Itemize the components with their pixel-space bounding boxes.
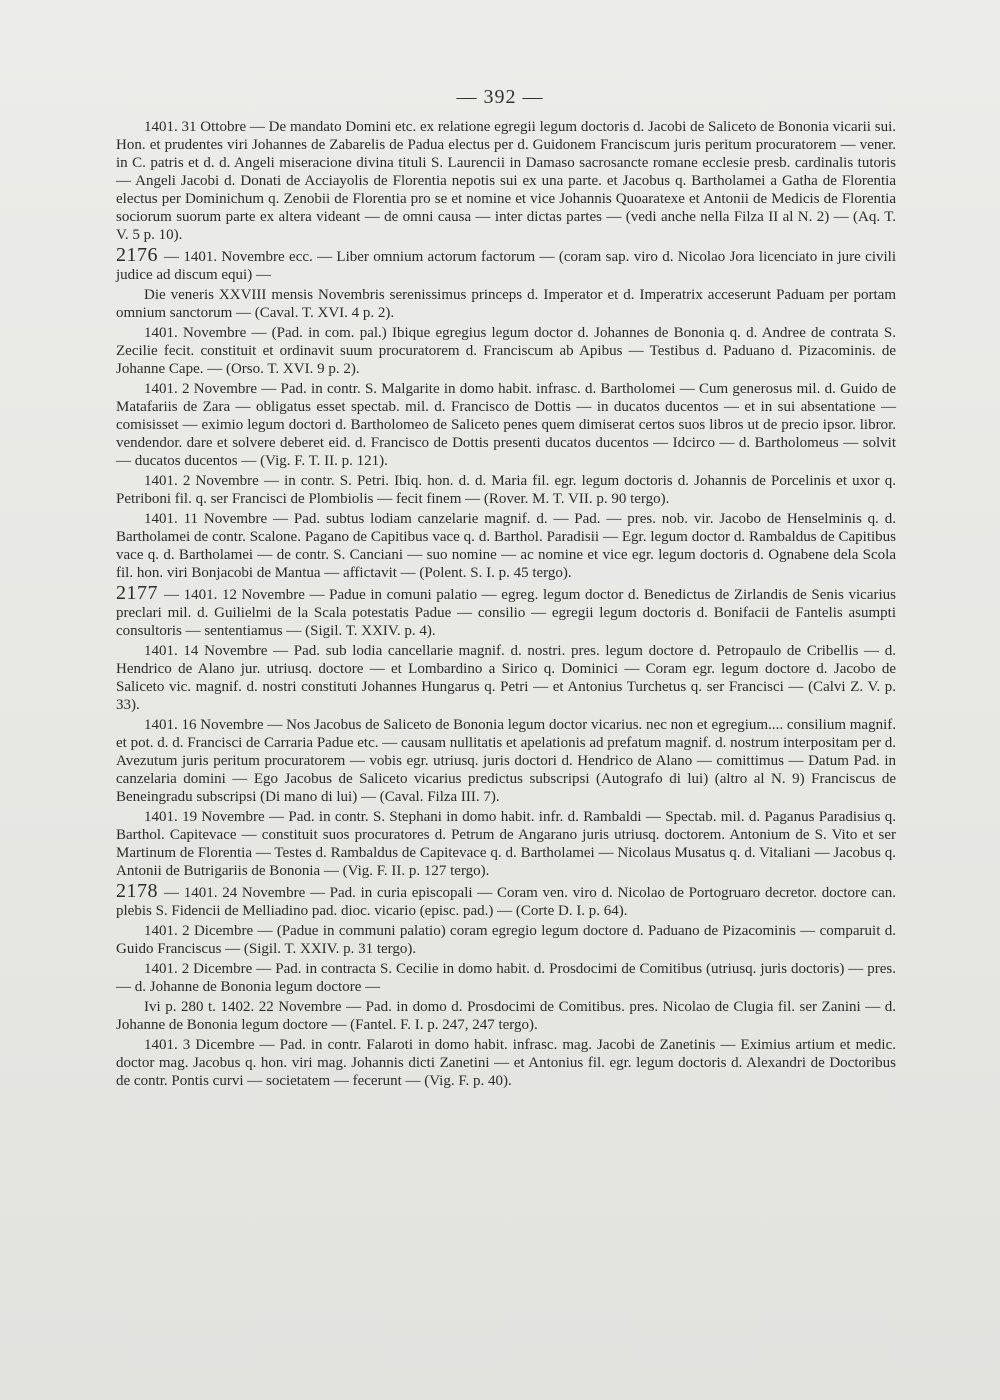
document-number: 2177 xyxy=(116,582,158,604)
document-number: 2178 xyxy=(116,880,158,902)
entry-paragraph: 1401. 2 Dicembre — (Padue in communi palatio) coram egregio legum doctore d. Paduano de Pizacominis — comparuit d. Guido Franciscus — (Sigil. T. XXIV. p. 31 tergo). xyxy=(116,923,896,957)
entry-paragraph: 1401. Novembre — (Pad. in com. pal.) Ibique egregius legum doctor d. Johannes de Bononia q. d. Andree de contrata S. Zecilie fecit. constituit et ordinavit suum procuratorem d. Franciscum ab Apibus — Testibus d. Paduano d. Pizacominis. de Johanne Cape. — (Orso. T. XVI. 9 p. 2). xyxy=(116,325,896,377)
entry-text: — 1401. Novembre ecc. — Liber omnium actorum factorum — (coram sap. viro d. Nicolao Jora licenciato in jure civili judice ad discum equi) — xyxy=(116,249,896,283)
entry-text: — 1401. 24 Novembre — Pad. in curia episcopali — Coram ven. viro d. Nicolao de Portogruaro decretor. doctore can. plebis S. Fidencii de Melliadino pad. dioc. vicario (episc. pad.) — (Corte D. I. p. 64). xyxy=(116,885,896,919)
entry-paragraph: 1401. 3 Dicembre — Pad. in contr. Falaroti in domo habit. infrasc. mag. Jacobi de Zanetinis — Eximius artium et medic. doctor mag. Jacobus q. hon. viri mag. Johannis dicti Zanetini — et Antonius fil. egr. legum doctoris d. Alexandri de Doctoribus de contr. Pontis curvi — societatem — fecerunt — (Vig. F. p. 40). xyxy=(116,1037,896,1089)
entry-paragraph: 1401. 2 Dicembre — Pad. in contracta S. Cecilie in domo habit. d. Prosdocimi de Comitibus (utriusq. juris doctoris) — pres. — d. Johanne de Bononia legum doctore — xyxy=(116,961,896,995)
entry-paragraph: Ivi p. 280 t. 1402. 22 Novembre — Pad. in domo d. Prosdocimi de Comitibus. pres. Nicolao de Clugia fil. ser Zanini — d. Johanne de Bononia legum doctore — (Fantel. F. I. p. 247, 247 tergo). xyxy=(116,999,896,1033)
entry-paragraph: 1401. 11 Novembre — Pad. subtus lodiam canzelarie magnif. d. — Pad. — pres. nob. vir. Jacobo de Henselminis q. d. Bartholamei de contr. Scalone. Pagano de Capitibus vace q. d. Barthol. Paradisii — Egr. legum doctor d. Rambaldus de Capitibus vace q. d. Bartholamei — de contr. S. Canciani — suo nomine — ac nomine et vice egr. legum doctoris d. Ognabene dela Scola fil. hon. viri Bonjacobi de Mantua — affictavit — (Polent. S. I. p. 45 tergo). xyxy=(116,511,896,581)
entry-paragraph: 1401. 16 Novembre — Nos Jacobus de Saliceto de Bononia legum doctor vicarius. nec non et egregium.... consilium magnif. et pot. d. d. Francisci de Carraria Padue etc. — causam nullitatis et apelationis ad prefatum magnif. d. nostrum interpositam per d. Avezutum juris peritum procuratorem — vobis egr. utriusq. juris doctori d. Hendrico de Alano — comittimus — Datum Pad. in canzelaria domini — Ego Jacobus de Saliceto vicarius predictus subscripsi (Autografo di lui) (altro al N. 9) Franciscus de Beneingradu subscripsi (Di mano di lui) — (Caval. Filza III. 7). xyxy=(116,717,896,805)
document-entry-2176 xyxy=(116,246,896,284)
entry-text: — 1401. 12 Novembre — Padue in comuni palatio — egreg. legum doctor d. Benedictus de Zirlandis de Senis vicarius preclari mil. d. Guilielmi de la Scala potestatis Padue — consilio — egregii legum doctoris d. Bonifacii de Fantelis asumpti consultoris — sententiamus — (Sigil. T. XXIV. p. 4). xyxy=(116,587,896,639)
document-entry-2177 xyxy=(116,584,896,640)
document-entry-2178 xyxy=(116,882,896,920)
entry-paragraph: 1401. 2 Novembre — in contr. S. Petri. Ibiq. hon. d. d. Maria fil. egr. legum doctoris d. Johannis de Porcelinis et uxor q. Petriboni fil. q. ser Francisci de Plombiolis — fecit finem — (Rover. M. T. VII. p. 90 tergo). xyxy=(116,473,896,507)
page-number: — 392 — xyxy=(456,86,544,108)
entry-paragraph: Die veneris XXVIII mensis Novembris serenissimus princeps d. Imperator et d. Imperatrix acceserunt Paduam per portam omnium sanctorum — (Caval. T. XVI. 4 p. 2). xyxy=(116,287,896,321)
entry-paragraph: 1401. 19 Novembre — Pad. in contr. S. Stephani in domo habit. infr. d. Rambaldi — Spectab. mil. d. Paganus Paradisius q. Barthol. Capitevace — constituit suos procuratores d. Petrum de Angarano juris utriusq. doctorem. Antonium de S. Vito et ser Martinum de Florentia — Testes d. Rambaldus de Capitevace q. d. Bartholamei — Nicolaus Musatus q. d. Vitaliani — Jacobus q. Antonii de Butrigariis de Bononia — (Vig. F. II. p. 127 tergo). xyxy=(116,809,896,879)
entry-paragraph: 1401. 2 Novembre — Pad. in contr. S. Malgarite in domo habit. infrasc. d. Bartholomei — Cum generosus mil. d. Guido de Matafariis de Zara — obligatus esset spectab. mil. d. Francisco de Dottis — in ducatos ducentos — et in sui absentatione — comisisset — eximio legum doctori d. Bartholomeo de Saliceto penes quem dimiserat certos suos libros ut de precio ipsor. libror. vendendor. dare et solvere deberet eid. d. Francisco de Dottis presenti ducatos ducentos — Idcirco — d. Bartholomeus — solvit — ducatos ducentos — (Vig. F. T. II. p. 121). xyxy=(116,381,896,469)
entry-paragraph: 1401. 31 Ottobre — De mandato Domini etc. ex relatione egregii legum doctoris d. Jacobi de Saliceto de Bononia vicarii sui. Hon. et prudentes viri Johannes de Zabarelis de Padua electus per d. Guidonem Franciscum juris peritum procuratorem — vener. in C. patris et d. d. Angeli miseracione divina tituli S. Laurencii in Damaso sacrosancte romane ecclesie presb. cardinalis tutoris — Angeli Jacobi d. Donati de Acciayolis de Florentia nepotis sui ex una parte. et Jacobus q. Bartholamei a Gatha de Florentia electus per Dominichum q. Zenobii de Florentia pro se et nomine et vice Johannis Quoaratexe et Antonii de Medicis de Florentia sociorum suorum parte ex altera videant — de omni causa — inter dictas partes — (vedi anche nella Filza II al N. 2) — (Aq. T. V. 5 p. 10). xyxy=(116,119,896,243)
document-body xyxy=(116,118,896,1092)
entry-paragraph: 1401. 14 Novembre — Pad. sub lodia cancellarie magnif. d. nostri. pres. legum doctore d. Petropaulo de Cribellis — d. Hendrico de Alano jur. utriusq. doctore — et Lombardino a Sirico q. Dominici — Coram egr. legum doctore d. Jacobo de Saliceto vic. magnif. d. nostri constituti Johannes Hungarus q. Petri — et Antonius Turchetus q. ser Francisci — (Calvi Z. V. p. 33). xyxy=(116,643,896,713)
document-number: 2176 xyxy=(116,244,158,266)
